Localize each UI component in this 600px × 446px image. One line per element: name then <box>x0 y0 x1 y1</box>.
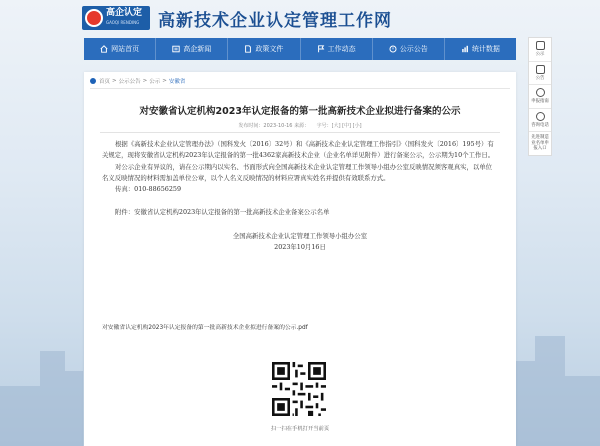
nav-item-home[interactable] <box>84 38 156 60</box>
flag-icon <box>317 45 325 53</box>
nav-item-policy[interactable] <box>228 38 300 60</box>
phone-icon <box>536 112 545 121</box>
side-item-bulletin[interactable] <box>529 62 551 86</box>
qr-code-icon <box>272 362 326 416</box>
announcement-icon <box>389 45 397 53</box>
side-item-guide[interactable] <box>529 85 551 109</box>
breadcrumb-notice[interactable]: 公示 <box>149 79 161 85</box>
side-label: 先进制造业名单申报入口 <box>531 135 549 151</box>
breadcrumb-current[interactable]: 安徽省 <box>168 79 186 85</box>
fax-line: 传真：010-88656259 <box>115 185 182 194</box>
document-icon <box>244 45 252 53</box>
article-meta <box>84 122 516 129</box>
logo-subtext: GAOQI RENDING <box>106 20 140 25</box>
side-label: 申报指南 <box>531 99 549 104</box>
home-icon <box>100 45 108 53</box>
article-title: 对安徽省认定机构2023年认定报备的第一批高新技术企业拟进行备案的公示 <box>139 106 461 117</box>
logo-text: 高企认定 <box>106 8 143 18</box>
side-label: 公告 <box>535 75 545 81</box>
side-item-entry[interactable] <box>529 132 551 155</box>
logo-mark-icon <box>85 9 103 27</box>
nav-label: 公示公告 <box>399 45 428 53</box>
publish-info: 发布时间：2023-10-16 来源： <box>238 123 310 129</box>
qr-caption: 扫一扫在手机打开当前页 <box>270 426 330 432</box>
guide-icon <box>536 88 545 97</box>
nav-item-news[interactable] <box>156 38 228 60</box>
article-body <box>102 139 498 253</box>
side-toolbar <box>528 37 552 156</box>
bulletin-icon <box>536 65 545 74</box>
side-label: 公示 <box>535 52 545 57</box>
site-title: 高新技术企业认定管理工作网 <box>158 11 392 31</box>
article-panel <box>84 72 516 446</box>
breadcrumb-home[interactable]: 首页 <box>99 79 111 85</box>
divider <box>90 88 510 89</box>
nav-label: 高企新闻 <box>183 45 212 53</box>
chart-icon <box>461 45 469 53</box>
pdf-attachment-link[interactable]: 对安徽省认定机构2023年认定报备的第一批高新技术企业拟进行备案的公示.pdf <box>102 325 308 331</box>
attachment-note: 附件：安徽省认定机构2023年认定报备的第一批高新技术企业备案公示名单 <box>115 208 330 217</box>
side-item-notice[interactable] <box>529 38 551 62</box>
nav-label: 统计数据 <box>471 45 500 53</box>
news-icon <box>172 45 180 53</box>
side-label: 咨询电话 <box>531 122 549 128</box>
nav-item-work[interactable] <box>301 38 373 60</box>
nav-item-announcement[interactable] <box>373 38 445 60</box>
side-item-phone[interactable] <box>529 109 551 133</box>
nav-label: 网站首页 <box>111 45 140 53</box>
site-header <box>0 0 600 36</box>
location-icon <box>90 78 96 84</box>
notice-icon <box>536 41 545 50</box>
paragraph: 对公示企业有异议的，请在公示期内以实名、书面形式向全国高新技术企业认定管理工作领导小组办公室反映情况须客观真实，以单位名义反映情况的材料需加盖单位公章，以个人名义反映情况的材料应署真实姓名并提供有效联系方式。 <box>102 162 493 182</box>
main-nav <box>84 38 516 60</box>
paragraph: 根据《高新技术企业认定管理办法》（国科发火〔2016〕32号）和《高新技术企业认定管理工作指引》（国科发火〔2016〕195号）有关规定，现将安徽省认定机构2023年认定报备的第一批4362家高新技术企业（企业名单详见附件）进行备案公示，公示期为10个工作日。 <box>102 140 495 160</box>
divider <box>100 132 500 133</box>
breadcrumb-announcement[interactable]: 公示公告 <box>118 79 141 85</box>
site-logo[interactable] <box>82 6 150 30</box>
font-size-controls[interactable]: 字号：[大] [中] [小] <box>316 123 362 129</box>
nav-item-stats[interactable] <box>445 38 516 60</box>
breadcrumb: 首页 > 公示公告 > 公示 > 安徽省 <box>90 77 185 85</box>
publish-date: 2023年10月16日 <box>274 243 326 252</box>
nav-label: 政策文件 <box>255 45 284 53</box>
nav-label: 工作动态 <box>327 45 356 53</box>
signature: 全国高新技术企业认定管理工作领导小组办公室 <box>232 231 368 240</box>
